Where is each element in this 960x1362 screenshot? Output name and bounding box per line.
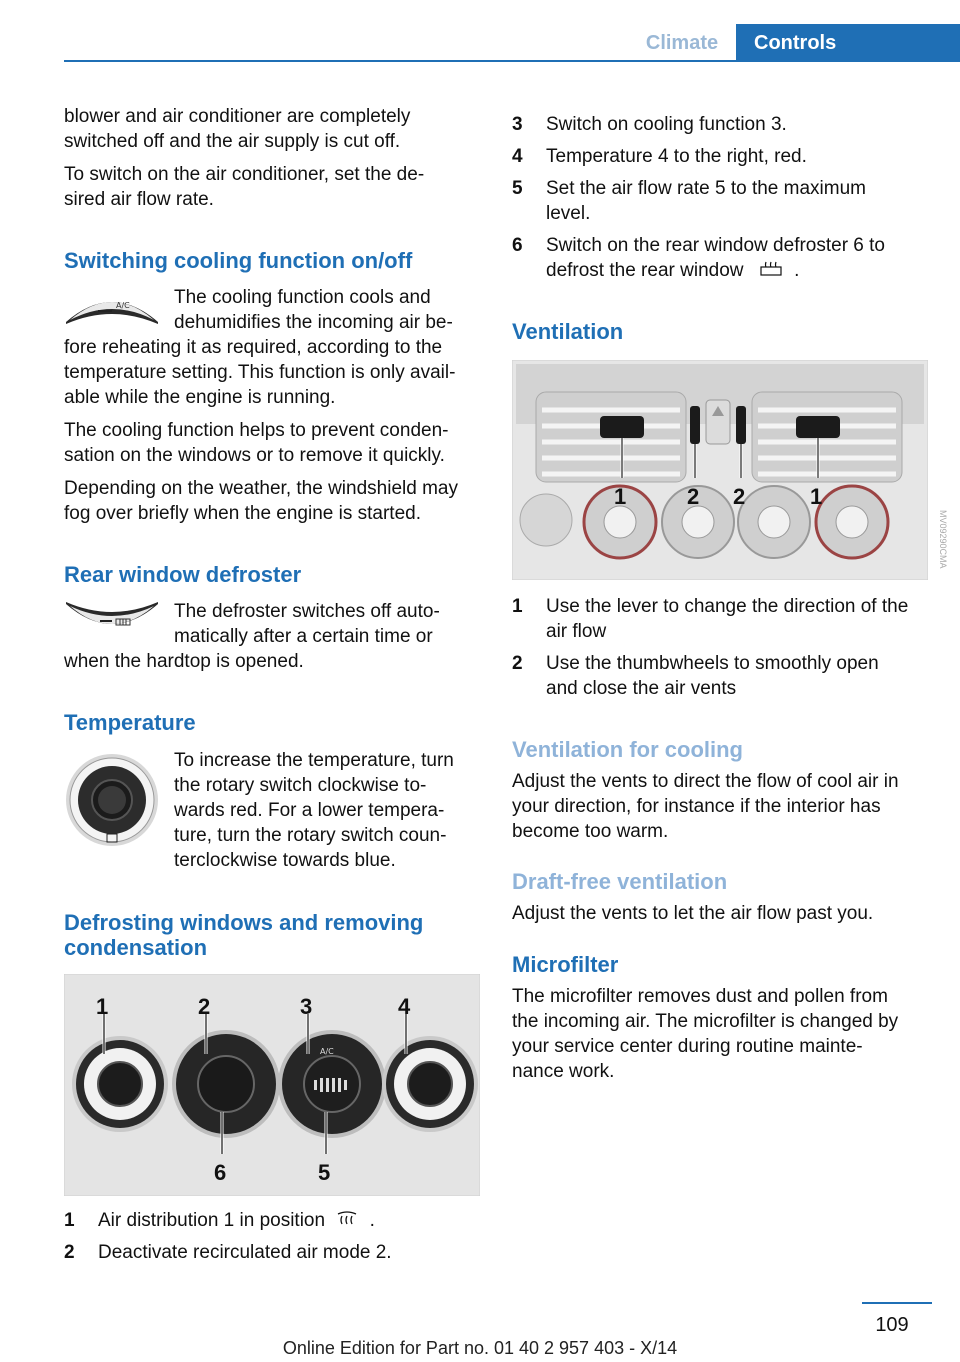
vent-item-2-num: 2 (512, 653, 523, 674)
windshield-defrost-icon (336, 1210, 358, 1228)
cooling-vent-line-3: become too warm. (512, 821, 669, 842)
step-3-num: 3 (512, 114, 523, 135)
step-1-num: 1 (64, 1210, 75, 1231)
rear-defrost-icon (759, 261, 783, 277)
vent-callout-1a: 1 (614, 484, 627, 509)
page-number: 109 (875, 1314, 909, 1336)
step-1-text (98, 1208, 375, 1233)
vents-image (512, 360, 928, 580)
vent-item-2-text-2: and close the air vents (546, 678, 737, 699)
vent-item-1-num: 1 (512, 596, 523, 617)
temperature-line-1: To increase the temperature, turn (174, 750, 454, 771)
step-5-text: Set the air flow rate 5 to the maximum (546, 178, 866, 199)
step-6-text: Switch on the rear window defroster 6 to (546, 235, 886, 256)
cooling-vent-line-2: your direction, for instance if the interior has (512, 796, 881, 817)
defroster-line-1: The defroster switches off auto- (174, 601, 440, 622)
cooling-line-2: dehumidifies the incoming air be- (174, 312, 453, 333)
cooling-line-1: The cooling function cools and (174, 287, 431, 308)
footer-edition: Online Edition for Part no. 01 40 2 957 403 - X/14 (282, 1338, 678, 1358)
heading-defrosting-2: condensation (64, 935, 208, 960)
climate-panel-image (64, 974, 480, 1196)
step-2-num: 2 (64, 1242, 75, 1263)
step-6-text-2: defrost the rear window (546, 260, 744, 281)
step-4-text: Temperature 4 to the right, red. (546, 146, 807, 167)
vent-item-1-text-2: air flow (546, 621, 607, 642)
vents-image-code: MV09290CMA (938, 510, 948, 569)
ac-button-image (64, 286, 160, 326)
panel-ac-label: A/C (320, 1047, 334, 1056)
panel-callout-2: 2 (198, 994, 211, 1019)
step-1-suffix: . (369, 1210, 375, 1231)
draft-line-1: Adjust the vents to let the air flow past you. (512, 903, 874, 924)
cooling-line-3: fore reheating it as required, according to the (64, 337, 443, 358)
defroster-line-3: when the hardtop is opened. (64, 651, 304, 672)
panel-callout-5: 5 (318, 1160, 331, 1185)
panel-callout-3: 3 (300, 994, 313, 1019)
intro-line-3: To switch on the air conditioner, set the de- (64, 164, 425, 185)
heading-draft-free: Draft-free ventilation (512, 869, 728, 894)
step-5-text-2: level. (546, 203, 591, 224)
step-6-suffix: . (794, 260, 800, 281)
microfilter-line-4: nance work. (512, 1061, 615, 1082)
temperature-line-4: ture, turn the rotary switch coun- (174, 825, 447, 846)
microfilter-line-1: The microfilter removes dust and pollen from (512, 986, 888, 1007)
vent-callout-2a: 2 (687, 484, 700, 509)
defroster-button-image (64, 600, 160, 640)
cooling-line-8: Depending on the weather, the windshield may (64, 478, 458, 499)
cooling-line-6: The cooling function helps to prevent conden- (64, 420, 449, 441)
cooling-vent-line-1: Adjust the vents to direct the flow of cool air in (512, 771, 899, 792)
intro-line-4: sired air flow rate. (64, 189, 214, 210)
heading-microfilter: Microfilter (512, 952, 619, 977)
cooling-line-5: able while the engine is running. (64, 387, 336, 408)
step-2-text: Deactivate recirculated air mode 2. (98, 1242, 392, 1263)
vent-item-2-text: Use the thumbwheels to smoothly open (546, 653, 879, 674)
step-6-text-2-wrap (546, 258, 799, 283)
step-1-label: Air distribution 1 in position (98, 1210, 326, 1231)
heading-cooling: Switching cooling function on/off (64, 248, 413, 273)
cooling-line-7: sation on the windows or to remove it quickly. (64, 445, 445, 466)
heading-temperature: Temperature (64, 710, 196, 735)
vent-item-1-text: Use the lever to change the direction of the (546, 596, 909, 617)
cooling-line-9: fog over briefly when the engine is started. (64, 503, 421, 524)
vent-callout-1b: 1 (810, 484, 823, 509)
step-6-num: 6 (512, 235, 523, 256)
microfilter-line-3: your service center during routine mainte- (512, 1036, 863, 1057)
microfilter-line-2: the incoming air. The microfilter is changed by (512, 1011, 899, 1032)
step-5-num: 5 (512, 178, 523, 199)
temperature-line-3: wards red. For a lower tempera- (174, 800, 445, 821)
heading-defroster: Rear window defroster (64, 562, 302, 587)
temperature-line-5: terclockwise towards blue. (174, 850, 396, 871)
step-4-num: 4 (512, 146, 523, 167)
intro-line-2: switched off and the air supply is cut off. (64, 131, 401, 152)
heading-defrosting-1: Defrosting windows and removing (64, 910, 424, 935)
temperature-knob-image (64, 750, 160, 850)
panel-callout-6: 6 (214, 1160, 227, 1185)
defroster-line-2: matically after a certain time or (174, 626, 433, 647)
panel-callout-4: 4 (398, 994, 411, 1019)
panel-callout-1: 1 (96, 994, 109, 1019)
header-chapter-controls[interactable]: Controls (736, 24, 960, 62)
cooling-line-4: temperature setting. This function is only avail- (64, 362, 456, 383)
step-3-text: Switch on cooling function 3. (546, 114, 787, 135)
intro-line-1: blower and air conditioner are completely (64, 106, 411, 127)
heading-ventilation: Ventilation (512, 319, 624, 344)
heading-ventilation-cooling: Ventilation for cooling (512, 737, 743, 762)
header-section-climate[interactable]: Climate (645, 31, 719, 54)
ac-label: A/C (116, 301, 130, 310)
temperature-line-2: the rotary switch clockwise to- (174, 775, 427, 796)
footer-rule (862, 1302, 932, 1304)
vent-callout-2b: 2 (733, 484, 746, 509)
